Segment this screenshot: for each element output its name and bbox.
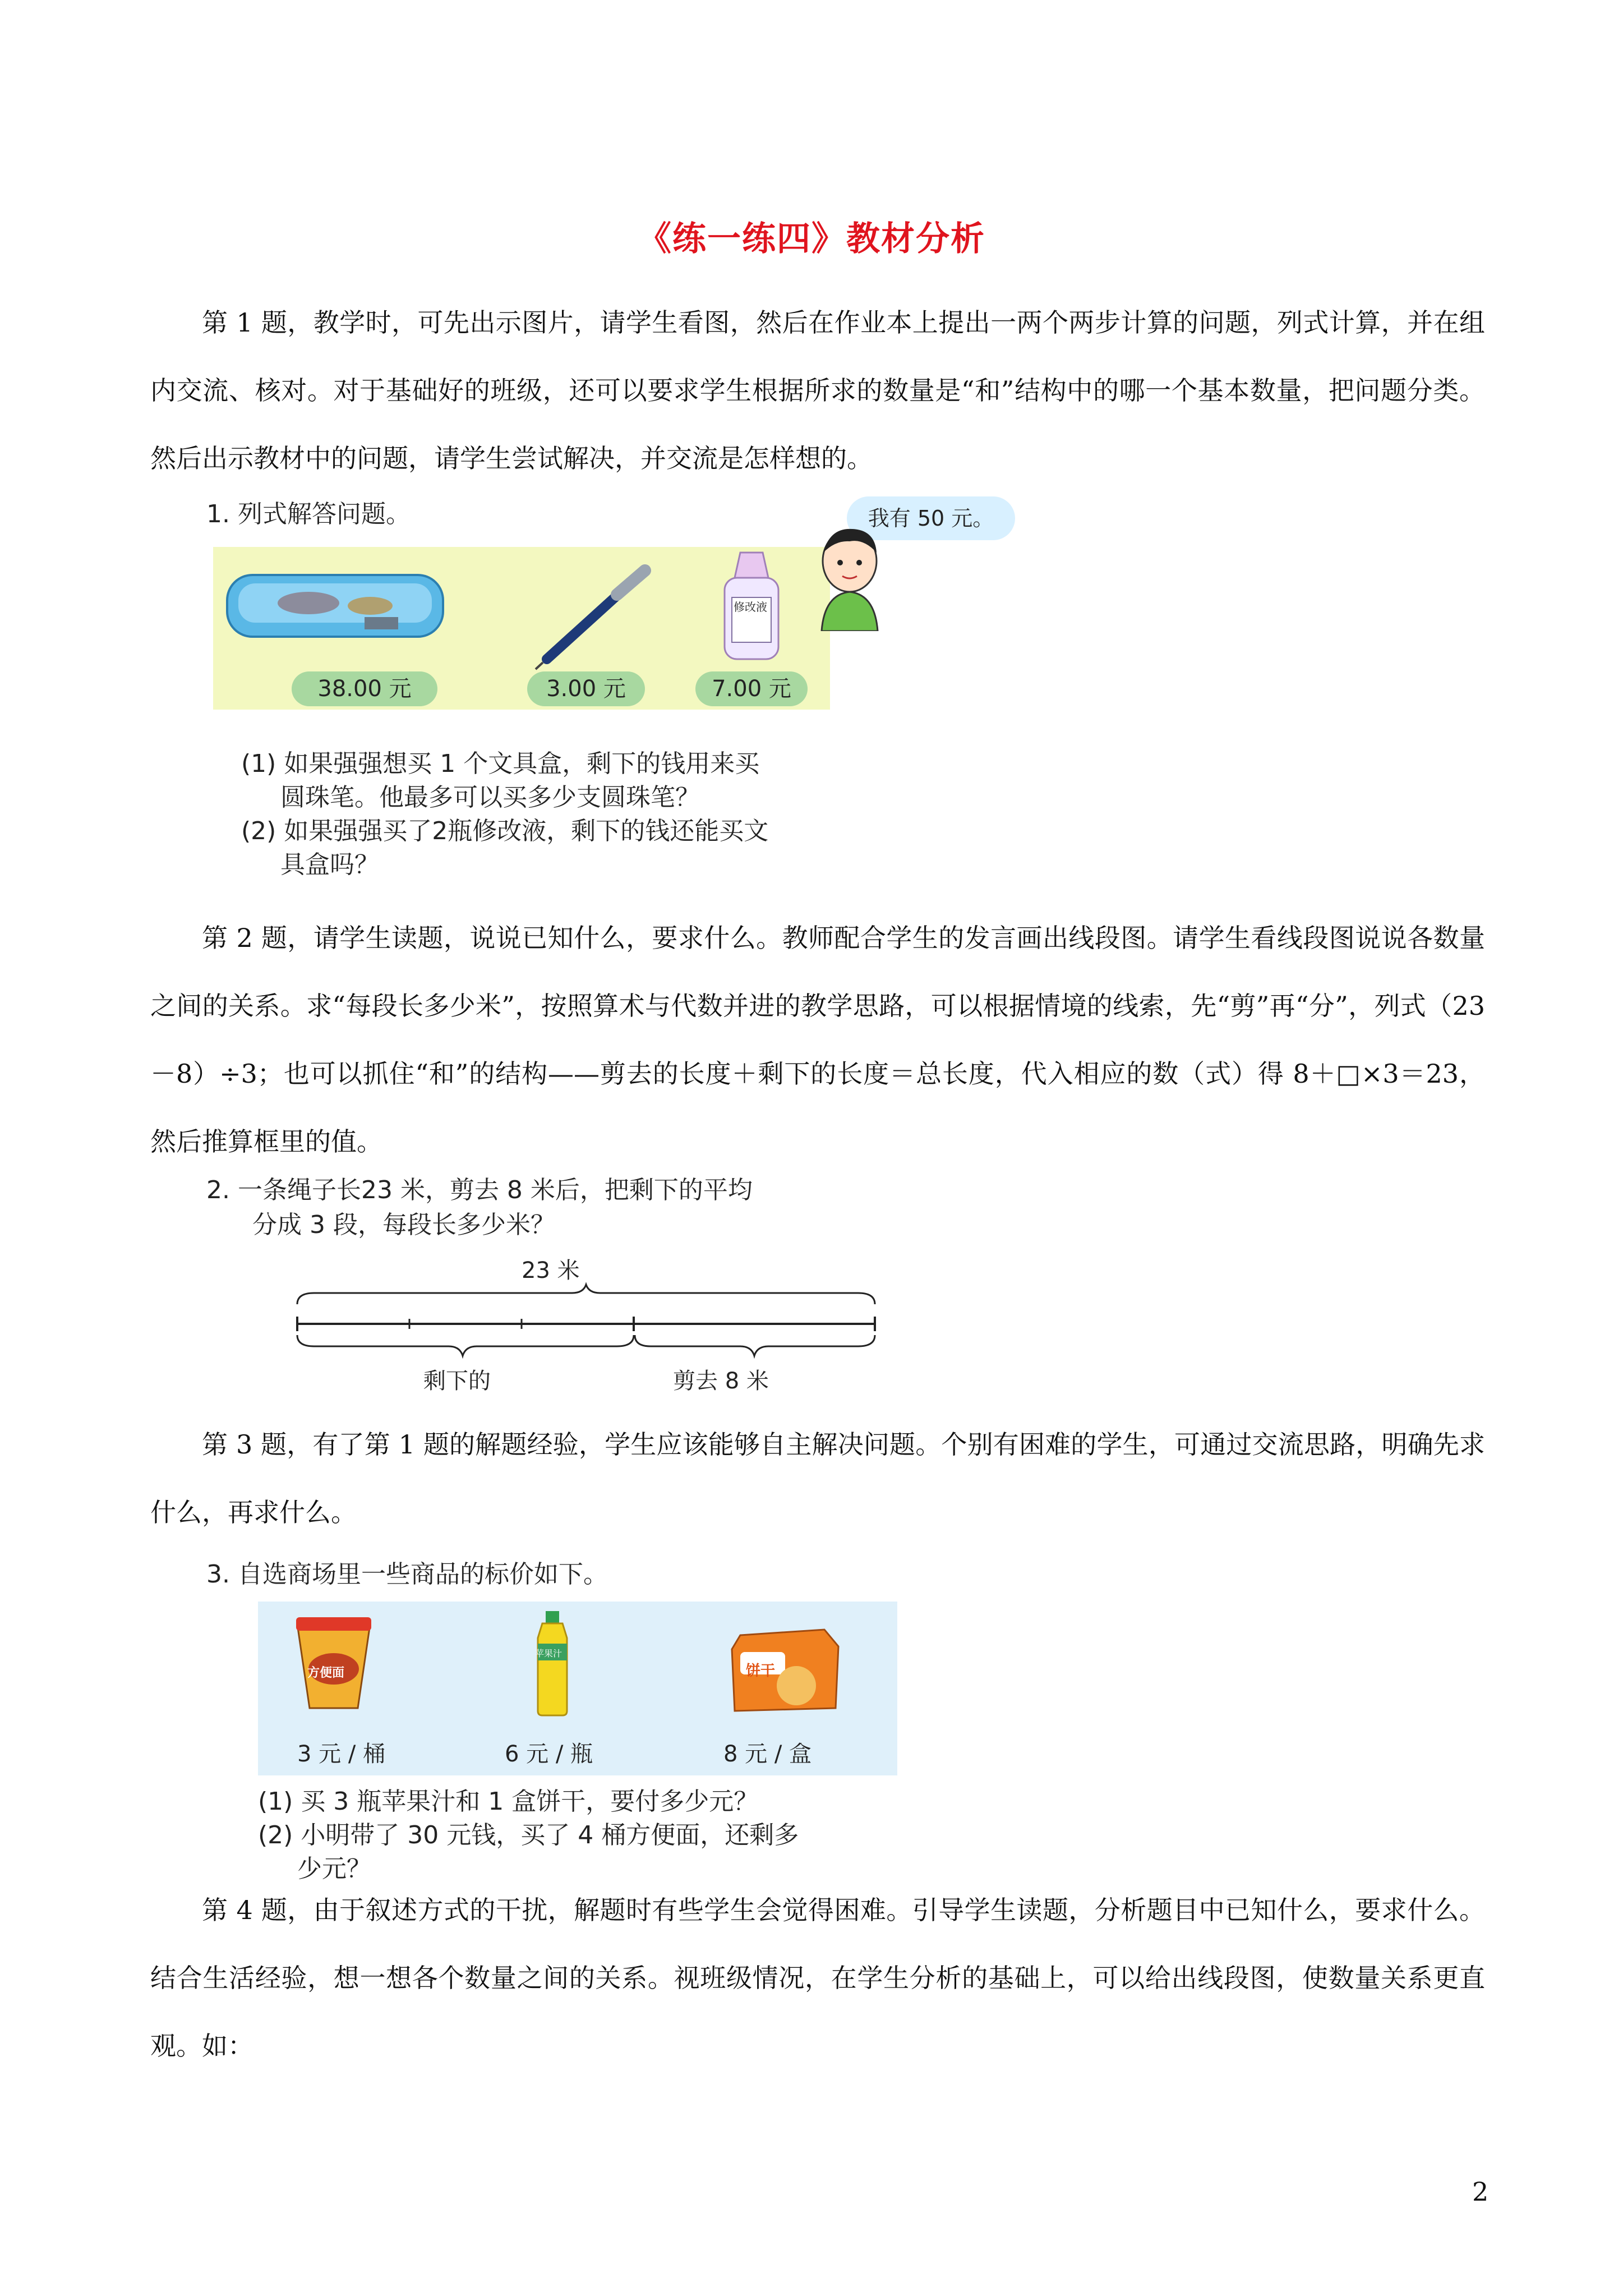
line-segment-diagram	[292, 1282, 886, 1366]
juice-label: 苹果汁	[535, 1648, 562, 1659]
question-1-2-line-2: 具盒吗？	[280, 850, 379, 879]
page-number: 2	[1472, 2177, 1489, 2207]
figure-2	[202, 1170, 931, 1411]
bottle-label: 修改液	[734, 600, 767, 614]
figure-1-label: 1. 列式解答问题。	[206, 500, 411, 528]
question-1-1-line-2: 圆珠笔。他最多可以买多少支圆珠笔？	[280, 783, 700, 812]
line-diagram-left-label: 剩下的	[423, 1368, 491, 1394]
cracker-label: 饼干	[746, 1663, 776, 1680]
juice-bottle-icon	[530, 1610, 575, 1717]
pen-icon	[533, 558, 662, 670]
price-correction-fluid: 7.00 元	[695, 671, 808, 706]
price-crackers: 8 元 / 盒	[723, 1741, 812, 1767]
figure-2-label-line-2: 分成 3 段，每段长多少米？	[252, 1211, 555, 1239]
paragraph-1: 第 1 题，教学时，可先出示图片，请学生看图，然后在作业本上提出一两个两步计算的问题，列式计算，并在组内交流、核对。对于基础好的班级，还可以要求学生根据所求的数量是“和”结构中的哪一个基本数量，把问题分类。然后出示教材中的问题，请学生尝试解决，并交流是怎样想的。	[150, 307, 1485, 473]
price-pencil-case: 38.00 元	[292, 671, 437, 706]
question-3-1: (1) 买 3 瓶苹果汁和 1 盒饼干，要付多少元？	[258, 1787, 759, 1816]
question-1-2-line-1: (2) 如果强强买了2瓶修改液，剩下的钱还能买文	[241, 817, 769, 845]
pencil-case-icon	[224, 558, 449, 648]
question-1-1-line-1: (1) 如果强强想买 1 个文具盒，剩下的钱用来买	[241, 749, 760, 778]
question-3-2-line-2: 少元？	[297, 1855, 371, 1883]
product-panel-2	[258, 1602, 897, 1775]
line-diagram-total: 23 米	[522, 1258, 580, 1283]
figure-3	[202, 1548, 931, 1885]
figure-1	[202, 482, 994, 886]
price-noodles: 3 元 / 桶	[297, 1741, 386, 1767]
line-diagram-right-label: 剪去 8 米	[673, 1368, 769, 1394]
product-panel	[213, 547, 830, 710]
paragraph-3: 第 3 题，有了第 1 题的解题经验，学生应该能够自主解决问题。个别有困难的学生，可通过交流思路，明确先求什么，再求什么。	[150, 1429, 1485, 1527]
question-3-2-line-1: (2) 小明带了 30 元钱，买了 4 桶方便面，还剩多	[258, 1821, 799, 1849]
price-juice: 6 元 / 瓶	[505, 1741, 593, 1767]
paragraph-4: 第 4 题，由于叙述方式的干扰，解题时有些学生会觉得困难。引导学生读题，分析题目中已知什么，要求什么。结合生活经验，想一想各个数量之间的关系。视班级情况，在学生分析的基础上，可以给出线段图，使数量关系更直观。如：	[150, 1895, 1485, 2061]
boy-icon	[808, 519, 892, 631]
figure-2-label-line-1: 2. 一条绳子长23 米，剪去 8 米后，把剩下的平均	[206, 1176, 753, 1204]
figure-3-label: 3. 自选商场里一些商品的标价如下。	[206, 1560, 608, 1589]
price-pen: 3.00 元	[527, 671, 645, 706]
page-title: 《练一练四》教材分析	[638, 219, 985, 259]
paragraph-2: 第 2 题，请学生读题，说说已知什么，要求什么。教师配合学生的发言画出线段图。请学生看线段图说说各数量之间的关系。求“每段长多少米”，按照算术与代数并进的教学思路，可以根据情境的线索，先“剪”再“分”，列式（23－8）÷3；也可以抓住“和”的结构——剪去的长度＋剩下的长度＝总长度，代入相应的数（式）得 8＋□×3＝23，然后推算框里的值。	[150, 923, 1485, 1157]
speech-bubble: 我有 50 元。	[847, 496, 1015, 540]
noodle-label: 方便面	[307, 1666, 345, 1680]
